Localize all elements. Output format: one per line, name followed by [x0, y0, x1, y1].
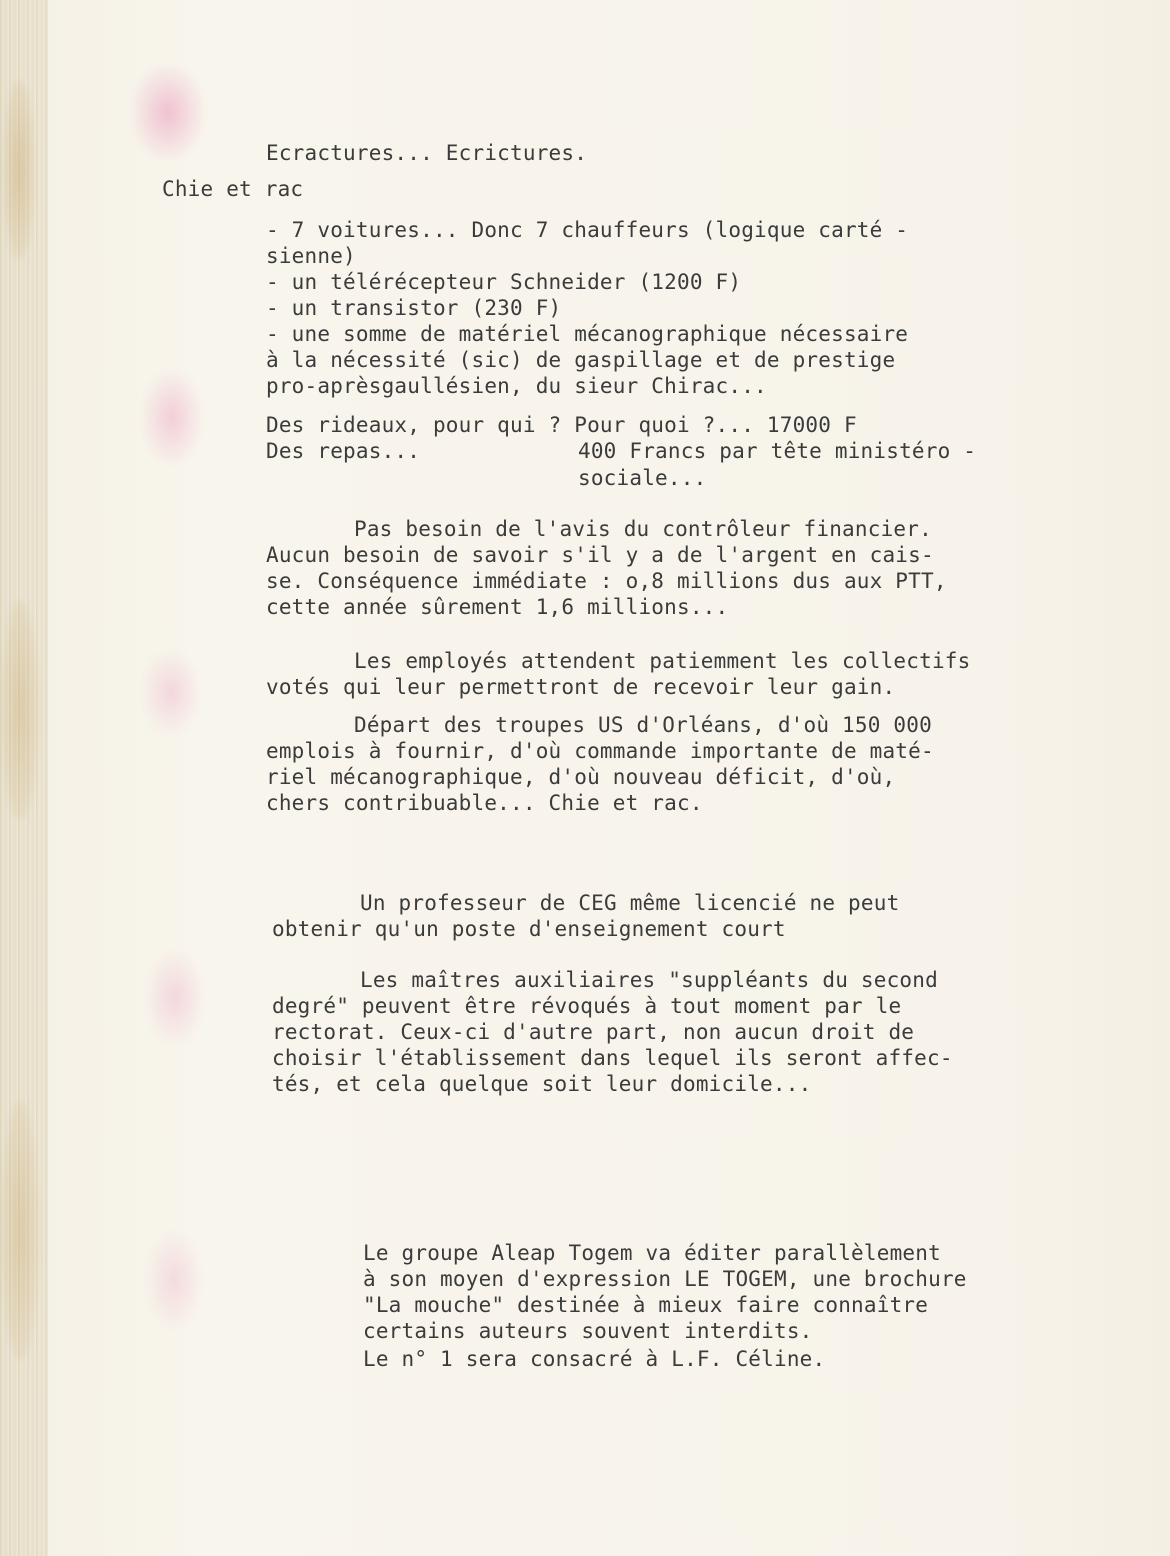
paragraph-line: Le groupe Aleap Togem va éditer parallèlement — [363, 1241, 941, 1265]
repas-value: 400 Francs par tête ministéro - — [578, 439, 977, 463]
paragraph-line: à son moyen d'expression LE TOGEM, une brochure — [363, 1267, 967, 1291]
paragraph-line: "La mouche" destinée à mieux faire connaître — [363, 1293, 929, 1317]
list-item: sienne) — [266, 244, 356, 268]
foxing-stain — [4, 80, 34, 260]
paragraph-line: degré" peuvent être révoqués à tout moment par le — [272, 994, 902, 1018]
paragraph-line: se. Conséquence immédiate : o,8 millions dus aux PTT, — [266, 569, 947, 593]
paragraph-line: emplois à fournir, d'où commande importante de maté- — [266, 739, 934, 763]
list-item: - 7 voitures... Donc 7 chauffeurs (logique carté - — [266, 218, 909, 242]
list-item: - une somme de matériel mécanographique nécessaire — [266, 322, 909, 346]
stamp-mark — [146, 1230, 202, 1330]
paragraph-line: rectorat. Ceux-ci d'autre part, non aucun droit de — [272, 1020, 915, 1044]
repas-label: Des repas... — [266, 439, 421, 463]
paragraph-line: Pas besoin de l'avis du contrôleur financier. — [354, 517, 932, 541]
list-item: - un transistor (230 F) — [266, 296, 562, 320]
paragraph-line: Les maîtres auxiliaires "suppléants du second — [360, 968, 938, 992]
list-item: pro-aprèsgaullésien, du sieur Chirac... — [266, 374, 767, 398]
paragraph-line: tés, et cela quelque soit leur domicile... — [272, 1072, 812, 1096]
stamp-mark — [142, 370, 202, 465]
stamp-mark — [132, 65, 204, 160]
paragraph-line: choisir l'établissement dans lequel ils seront affec- — [272, 1046, 953, 1070]
paragraph-line: certains auteurs souvent interdits. — [363, 1319, 813, 1343]
stamp-mark — [142, 650, 200, 735]
paragraph-line: obtenir qu'un poste d'enseignement court — [272, 917, 786, 941]
rideaux-line: Des rideaux, pour qui ? Pour quoi ?... 17000 F — [266, 413, 857, 437]
heading: Ecractures... Ecrictures. — [266, 141, 588, 165]
paragraph-line: cette année sûrement 1,6 millions... — [266, 595, 729, 619]
paragraph-line: Les employés attendent patiemment les collectifs — [354, 649, 971, 673]
paragraph-line: Départ des troupes US d'Orléans, d'où 150 000 — [354, 713, 932, 737]
foxing-stain — [2, 600, 38, 820]
paragraph-line: chers contribuable... Chie et rac. — [266, 791, 703, 815]
paragraph-line: votés qui leur permettront de recevoir leur gain. — [266, 675, 896, 699]
paragraph-line: riel mécanographique, d'où nouveau déficit, d'où, — [266, 765, 896, 789]
paragraph-line: Le n° 1 sera consacré à L.F. Céline. — [363, 1347, 826, 1371]
list-item: - un télérécepteur Schneider (1200 F) — [266, 270, 742, 294]
list-item: à la nécessité (sic) de gaspillage et de prestige — [266, 348, 896, 372]
foxing-stain — [2, 1100, 38, 1360]
paragraph-line: Un professeur de CEG même licencié ne peut — [360, 891, 900, 915]
subheading: Chie et rac — [162, 177, 304, 201]
paragraph-line: Aucun besoin de savoir s'il y a de l'argent en cais- — [266, 543, 934, 567]
repas-value: sociale... — [578, 466, 707, 490]
stamp-mark — [146, 950, 204, 1045]
